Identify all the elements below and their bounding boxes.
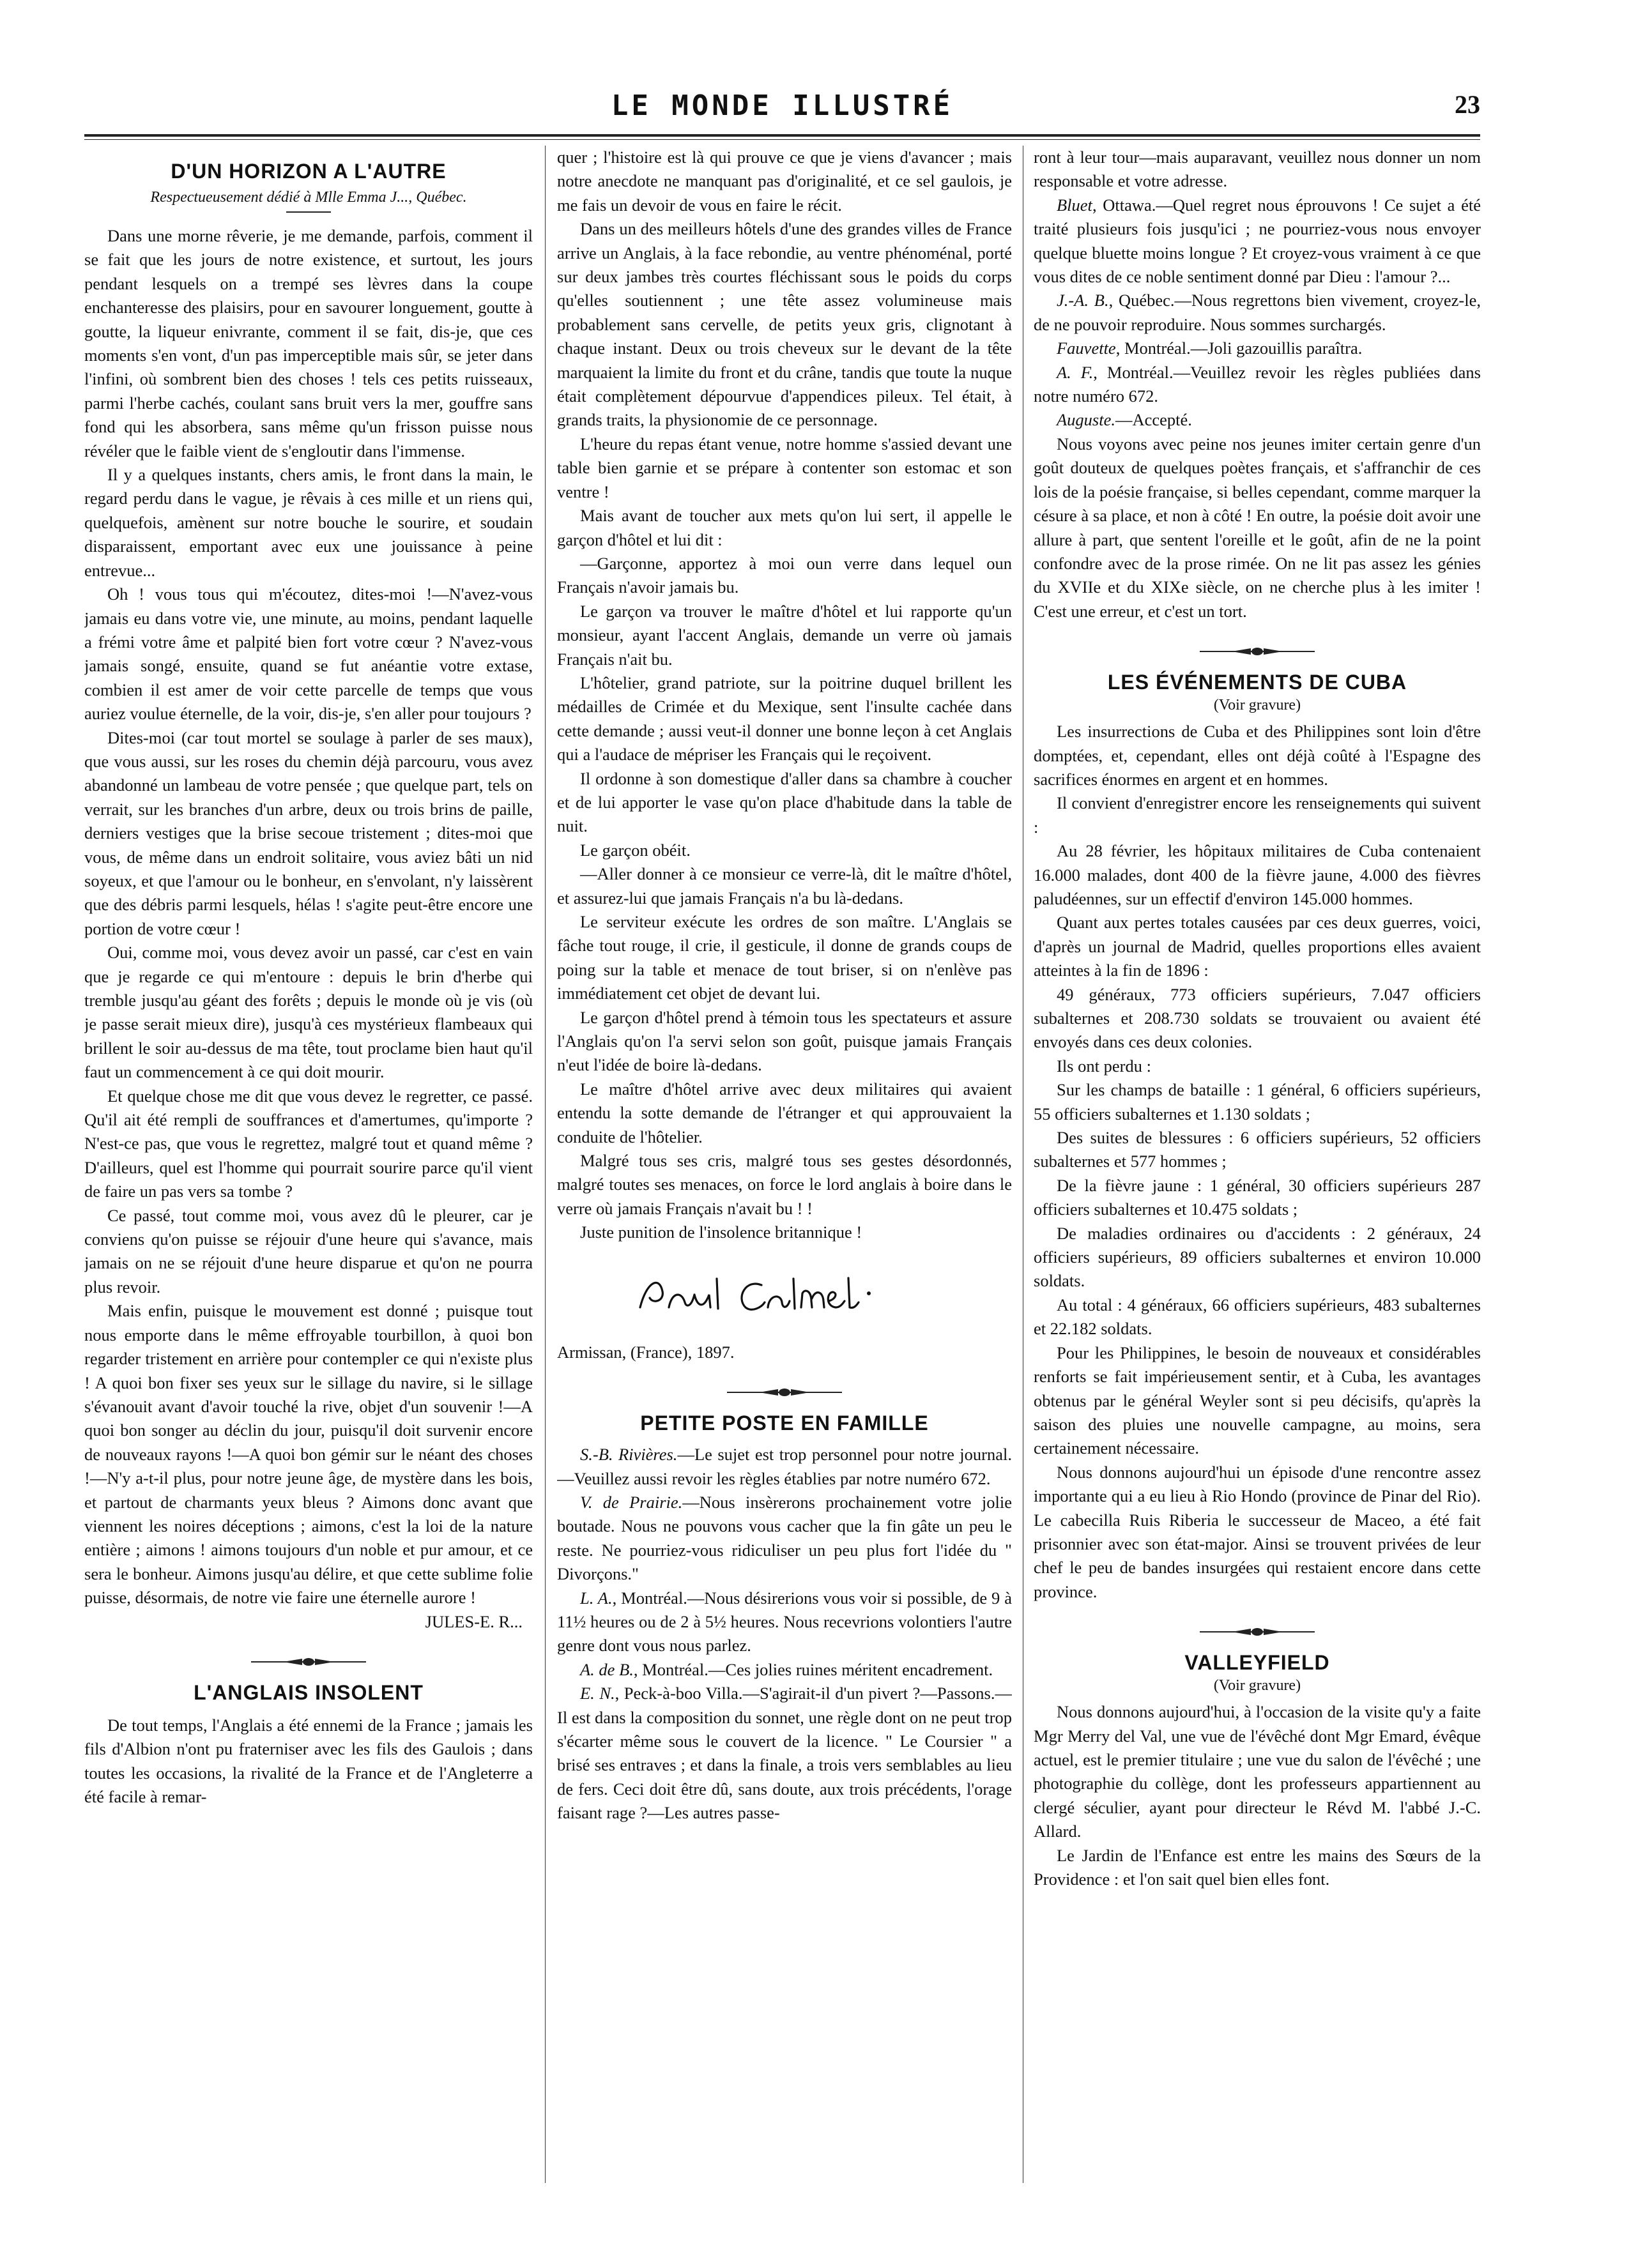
article-dedication: Respectueusement dédié à Mlle Emma J..., Québec. — [150, 189, 467, 206]
mail-entry-text: , Peck-à-boo Villa.—S'agirait-il d'un pivert ?—Passons.—Il est dans la composition du sonnet, une règle dont on ne peut trop s'écarter même sous le couvert de la licence. " Le Coursier " a brisé ses entraves ; et dans la finale, a trois vers semblables au lieu de fers. Ceci doit être dû, sans doute, aux trois précédents, l'orage faisant rage ?—Les autres passe- — [557, 1684, 1012, 1823]
masthead-rule — [84, 134, 1480, 137]
article-heading: LES ÉVÉNEMENTS DE CUBA — [1107, 671, 1407, 694]
article-paragraph: Mais enfin, puisque le mouvement est donné ; puisque tout nous emporte dans le même effroyable tourbillon, à quoi bon regarder tristement en arrière pour contempler ce qui n'existe plus ! A quoi bon fixer ses yeux sur le sillage du navire, si le sillage s'évanouit avant d'avoir touché la rive, objet d'un souvenir !—A quoi bon songer au déclin du jour, puisqu'il doit survenir encore de nouveaux rayons !—A quoi bon gémir sur le néant des choses !—N'y a-t-il plus, pour notre jeune âge, de mystère dans les bois, et partout de charmants yeux bleus ? Aimons donc avant que viennent les noires déceptions ; aimons, c'est la loi de la nature entière ; aimons ! aimons toujours d'un noble et pur amour, et ce sera le bonheur. Aimons jusqu'au délire, et que cette sublime folie puisse, désormais, de notre vie faire une éternelle aurore ! — [84, 1301, 533, 1608]
mail-entry — [1034, 337, 1481, 360]
article-paragraph: 49 généraux, 773 officiers supérieurs, 7.047 officiers subalternes et 208.730 soldats se trouvaient ou avaient été envoyés dans ces deux colonies. — [1034, 984, 1481, 1052]
article-paragraph: Oh ! vous tous qui m'écoutez, dites-moi !—N'avez-vous jamais eu dans votre vie, une minute, au moins, pendant laquelle a frémi votre âme et palpité bien fort votre cœur ? N'avez-vous jamais songé, ensuite, quand se fut anéantie votre extase, combien il est amer de voir cette parcelle de temps que vous auriez voulue éternelle, de la voir, dis-je, s'en aller pour toujours ? — [84, 584, 533, 724]
mail-entry — [557, 1587, 1012, 1658]
mail-entry — [557, 1443, 1012, 1491]
mail-entry-name: Auguste. — [1057, 410, 1115, 430]
article-paragraph: Le garçon d'hôtel prend à témoin tous les spectateurs et assure l'Anglais qu'on l'a servi selon son goût, puisque jamais Français n'eut l'idée de boire là-dedans. — [557, 1007, 1012, 1075]
ornament-divider-icon — [1200, 1627, 1315, 1637]
ornament-divider-icon — [1200, 646, 1315, 657]
mail-entry-text: ront à leur tour—mais auparavant, veuillez nous donner un nom responsable et votre adresse. — [1034, 148, 1481, 191]
signature-icon — [634, 1263, 889, 1327]
ornament-divider-icon — [251, 1657, 366, 1667]
mail-entry-name: A. F. — [1057, 362, 1094, 382]
article-paragraph: Juste punition de l'insolence britannique ! — [580, 1222, 862, 1242]
article-paragraph: L'hôtelier, grand patriote, sur la poitrine duquel brillent les médailles de Crimée et du Mexique, sent l'insulte cachée dans cette demande ; aussi veut-il donner une bonne leçon à cet Anglais qui a l'audace de mépriser les Français qui le reçoivent. — [557, 673, 1012, 765]
mail-entry-name: S.-B. Rivières. — [580, 1445, 678, 1465]
page-number: 23 — [1455, 90, 1480, 119]
mail-entry — [557, 1682, 1012, 1825]
article-paragraph: Des suites de blessures : 6 officiers supérieurs, 52 officiers subalternes et 577 hommes ; — [1034, 1128, 1481, 1171]
column-2 — [557, 146, 1012, 2247]
article-paragraph: Le Jardin de l'Enfance est entre les mains des Sœurs de la Providence : et l'on sait quel bien elles font. — [1034, 1845, 1481, 1889]
article-paragraph: Les insurrections de Cuba et des Philippines sont loin d'être domptées, et, cependant, elles ont déjà coûté à l'Espagne des sacrifices énormes en argent et en hommes. — [1034, 722, 1481, 789]
article-paragraph: Nous donnons aujourd'hui, à l'occasion de la visite qu'y a faite Mgr Merry del Val, une vue de l'évêché dont Mgr Emard, évêque actuel, est le premier titulaire ; une vue du salon de l'évêché ; une photographie du collège, dont les professeurs appartiennent au clergé séculier, ayant pour directeur le Révd M. l'abbé J.-C. Allard. — [1034, 1702, 1481, 1841]
mail-entry — [1034, 408, 1481, 432]
article-paragraph: De la fièvre jaune : 1 général, 30 officiers supérieurs 287 officiers subalternes et 10.475 soldats ; — [1034, 1175, 1481, 1219]
masthead — [84, 89, 1480, 130]
article-paragraph: Au 28 février, les hôpitaux militaires de Cuba contenaient 16.000 malades, dont 400 de la fièvre jaune, 4.000 des fièvres paludéennes, sur un effectif d'environ 145.000 hommes. — [1034, 841, 1481, 908]
mail-entry-name: V. de Prairie. — [580, 1492, 683, 1512]
article-paragraph: De tout temps, l'Anglais a été ennemi de la France ; jamais les fils d'Albion n'ont pu fraterniser avec les fils des Gaulois ; dans toutes les occasions, la rivalité de la France et de l'Angleterre a été facile à remar- — [84, 1715, 533, 1807]
article-paragraph: —Garçonne, apportez à moi oun verre dans lequel oun Français n'avoir jamais bu. — [557, 553, 1012, 597]
article-paragraph: Ils ont perdu : — [1057, 1056, 1151, 1076]
article-paragraph: Le serviteur exécute les ordres de son maître. L'Anglais se fâche tout rouge, il crie, il gesticule, il donne de grands coups de poing sur la table et menace de tout briser, si on n'enlève pas immédiatement cet objet de devant lui. — [557, 912, 1012, 1003]
article-paragraph: quer ; l'histoire est là qui prouve ce que je viens d'avancer ; mais notre anecdote ne manquant pas d'originalité, et ce sel gaulois, je me fais un devoir de vous en faire le récit. — [557, 148, 1012, 215]
mail-entry-text: —Le sujet est trop personnel pour notre journal.—Veuillez aussi revoir les règles établies par notre numéro 672. — [557, 1445, 1012, 1488]
article-paragraph: Sur les champs de bataille : 1 général, 6 officiers supérieurs, 55 officiers subalternes et 1.130 soldats ; — [1034, 1080, 1481, 1123]
mail-entry-text: —Nous insèrerons prochainement votre jolie boutade. Nous ne pouvons vous cacher que la fin gâte un peu le reste. Ne pourriez-vous ridiculiser un peu plus fort l'idée du " Divorçons." — [557, 1492, 1012, 1584]
article-paragraph: De maladies ordinaires ou d'accidents : 2 généraux, 24 officiers supérieurs, 89 officiers subalternes et environ 10.000 soldats. — [1034, 1223, 1481, 1291]
article-paragraph: Mais avant de toucher aux mets qu'on lui sert, il appelle le garçon d'hôtel et lui dit : — [557, 506, 1012, 549]
mail-entry-text: , Québec.—Nous regrettons bien vivement, croyez-le, de ne pouvoir reproduire. Nous sommes surchargés. — [1034, 291, 1481, 334]
column-1 — [84, 146, 533, 2247]
article-paragraph: Quant aux pertes totales causées par ces deux guerres, voici, d'après un journal de Madrid, quelles proportions elles avaient atteintes à la fin de 1896 : — [1034, 913, 1481, 980]
author-signature: JULES-E. R... — [425, 1611, 523, 1631]
mail-entry — [557, 1491, 1012, 1587]
mail-entry-text: —Accepté. — [1115, 410, 1192, 430]
mail-entry-name: J.-A. B. — [1057, 291, 1109, 310]
article-paragraph: Il ordonne à son domestique d'aller dans sa chambre à coucher et de lui apporter le vase qu'on place d'habitude dans la table de nuit. — [557, 768, 1012, 836]
article-heading: D'UN HORIZON A L'AUTRE — [171, 160, 447, 183]
article-paragraph: Dans une morne rêverie, je me demande, parfois, comment il se fait que les jours de notre existence, et surtout, les jours pendant lesquels on a trempé ses lèvres dans la coupe enchanteresse des plaisirs, pour en savourer longuement, goutte à goutte, la liqueur enivrante, comment il se fait, dis-je, que ces moments s'en vont, d'un pas imperceptible mais sûr, se jeter dans l'infini, où sombrent bien des choses ! tels ces petits ruisseaux, parmi l'herbe cachés, coulant sans bruit vers la mer, gouffre sans fond qui les absorbera, sans même qu'un frisson puisse nous révéler que le faible vient de s'engloutir dans l'immense. — [84, 226, 533, 460]
newspaper-title: LE MONDE ILLUSTRÉ — [611, 89, 954, 122]
short-rule — [286, 211, 331, 213]
article-subhead: (Voir gravure) — [1213, 1677, 1301, 1694]
mail-entry-name: L. A. — [580, 1588, 613, 1608]
article-heading: PETITE POSTE EN FAMILLE — [640, 1412, 929, 1435]
article-subhead: (Voir gravure) — [1213, 697, 1301, 714]
article-paragraph: Ce passé, tout comme moi, vous avez dû le pleurer, car je conviens qu'on puisse se réjouir d'une heure qui s'avance, mais jamais on ne se réjouit d'une heure disparue et qu'on ne pourra plus revoir. — [84, 1205, 533, 1297]
place-date: Armissan, (France), 1897. — [557, 1342, 735, 1362]
article-paragraph: Au total : 4 généraux, 66 officiers supérieurs, 483 subalternes et 22.182 soldats. — [1034, 1295, 1481, 1339]
mail-entry — [1034, 194, 1481, 289]
mail-entry-name: E. N. — [580, 1684, 615, 1703]
article-heading: L'ANGLAIS INSOLENT — [194, 1680, 424, 1704]
mail-entry-text: , Montréal.—Ces jolies ruines méritent encadrement. — [633, 1659, 993, 1679]
column-divider — [545, 146, 546, 2183]
article-heading: VALLEYFIELD — [1184, 1651, 1330, 1675]
mail-entry — [557, 1658, 1012, 1682]
mail-entry-name: Fauvette — [1057, 339, 1116, 358]
ornament-divider-icon — [727, 1387, 842, 1397]
mail-entry-text: , Ottawa.—Quel regret nous éprouvons ! Ce sujet a été traité plusieurs fois jusqu'ici ; ne pourriez-vous nous envoyer quelque bluette moins longue ? Et croyez-vous vraiment à ce que vous dites de ce noble sentiment donné par Dieu : l'amour ?... — [1034, 195, 1481, 287]
column-3 — [1034, 146, 1481, 2247]
article-paragraph: L'heure du repas étant venue, notre homme s'assied devant une table bien garnie et se prépare à contenter son estomac et son ventre ! — [557, 434, 1012, 501]
mail-entry — [1034, 146, 1481, 194]
article-paragraph: Dans un des meilleurs hôtels d'une des grandes villes de France arrive un Anglais, à la face rebondie, au ventre phénoménal, porté sur deux jambes très courtes fléchissant sous le poids du corps qu'elles soutiennent ; une tête assez volumineuse mais probablement sans cervelle, de petits yeux gris, clignotant à chaque instant. Deux ou trois cheveux sur le devant de la tête marquaient la limite du front et du crâne, tandis que toute la nuque était complètement dépourvue d'appendices pileux. Tel était, à grands traits, la physionomie de ce personnage. — [557, 219, 1012, 430]
mail-entry-text: , Montréal.—Veuillez revoir les règles publiées dans notre numéro 672. — [1034, 362, 1481, 406]
mail-entry-name: A. de B. — [580, 1659, 634, 1679]
article-paragraph: Nous donnons aujourd'hui un épisode d'une rencontre assez importante qui a eu lieu à Rio Hondo (province de Pinar del Rio). Le cabecilla Ruis Riberia le successeur de Maceo, a été fait prisonnier avec son état-major. Ainsi se trouvent privées de leur chef le peu de bandes insurgées qui restaient encore dans cette province. — [1034, 1462, 1481, 1601]
article-paragraph: Nous voyons avec peine nos jeunes imiter certain genre d'un goût douteux de quelques poètes français, et s'affranchir de ces lois de la poésie française, si belles cependant, comme marquer la césure à sa place, et non à côté ! En outre, la poésie doit avoir une allure à part, que sentent l'oreille et le goût, afin de ne la point confondre avec de la prose rimée. On ne lit pas assez les génies du XVIIe et du XIXe siècle, on ne cherche plus à les imiter ! C'est une erreur, et c'est un tort. — [1034, 434, 1481, 621]
article-paragraph: Pour les Philippines, le besoin de nouveaux et considérables renforts se fait impérieusement sentir, et à Cuba, les avantages obtenus par le général Weyler sont si peu décisifs, qu'après la saison des pluies une nouvelle campagne, au moins, sera certainement nécessaire. — [1034, 1343, 1481, 1458]
article-paragraph: —Aller donner à ce monsieur ce verre-là, dit le maître d'hôtel, et assurez-lui que jamais Français n'a bu là-dedans. — [557, 864, 1012, 908]
article-paragraph: Le garçon va trouver le maître d'hôtel et lui rapporte qu'un monsieur, ayant l'accent Anglais, demande un verre où jamais Français n'ait bu. — [557, 601, 1012, 669]
mail-entry-text: , Montréal.—Joli gazouillis paraîtra. — [1115, 339, 1363, 358]
mail-entry-name: Bluet — [1057, 195, 1092, 215]
article-paragraph: Le garçon obéit. — [580, 840, 691, 860]
mail-entry — [1034, 361, 1481, 409]
mail-entry-text: , Montréal.—Nous désirerions vous voir si possible, de 9 à 11½ heures ou de 2 à 5½ heures. Nous recevrions volontiers l'autre genre dont vous nous parlez. — [557, 1588, 1012, 1655]
article-paragraph: Dites-moi (car tout mortel se soulage à parler de ses maux), que vous aussi, sur les roses du chemin déjà parcouru, vous avez abandonné un lambeau de votre pensée ; que quelque part, tels on verrait, sur les branches d'un arbre, deux ou trois brins de paille, derniers vestiges que la brise secoue tristement ; dites-moi que vous, de même dans un endroit solitaire, vous aviez bâti un nid soyeux, et que l'amour ou le bonheur, en s'envolant, n'y laissèrent que des débris parmi lesquels, hélas ! s'agite peut-être encore une portion de votre cœur ! — [84, 727, 533, 938]
handwritten-signature — [557, 1251, 1012, 1341]
article-paragraph: Et quelque chose me dit que vous devez le regretter, ce passé. Qu'il ait été rempli de souffrances et d'amertumes, qu'importe ? N'est-ce pas, que vous le regrettez, malgré tout et quand même ? D'ailleurs, quel est l'homme qui pourrait sourire parce qu'il vient de faire un pas vers sa tombe ? — [84, 1086, 533, 1201]
masthead-rule-thin — [84, 139, 1480, 140]
article-paragraph: Il convient d'enregistrer encore les renseignements qui suivent : — [1034, 793, 1481, 837]
article-paragraph: Il y a quelques instants, chers amis, le front dans la main, le regard perdu dans le vague, je rêvais à ces mille et un riens qui, quelquefois, amènent sur notre bouche le sourire, et soudain disparaissent, emportant avec eux une jouissance à peine entrevue... — [84, 465, 533, 580]
mail-entry — [1034, 289, 1481, 337]
article-paragraph: Malgré tous ses cris, malgré tous ses gestes désordonnés, malgré toutes ses menaces, on force le lord anglais à boire dans le verre où jamais Français n'avait bu ! ! — [557, 1151, 1012, 1218]
article-paragraph: Le maître d'hôtel arrive avec deux militaires qui avaient entendu la sotte demande de l'étranger et qui approuvaient la conduite de l'hôtelier. — [557, 1079, 1012, 1146]
article-paragraph: Oui, comme moi, vous devez avoir un passé, car c'est en vain que je regarde ce qui m'entoure : depuis le brin d'herbe qui tremble jusqu'au géant des forêts ; depuis le monde où je vis (où je passe serait mieux dire), jusqu'à ces mystérieux flambeaux qui brillent le soir au-dessus de ma tête, tout proclame bien haut qu'il faut un commencement à ce qui doit mourir. — [84, 943, 533, 1082]
